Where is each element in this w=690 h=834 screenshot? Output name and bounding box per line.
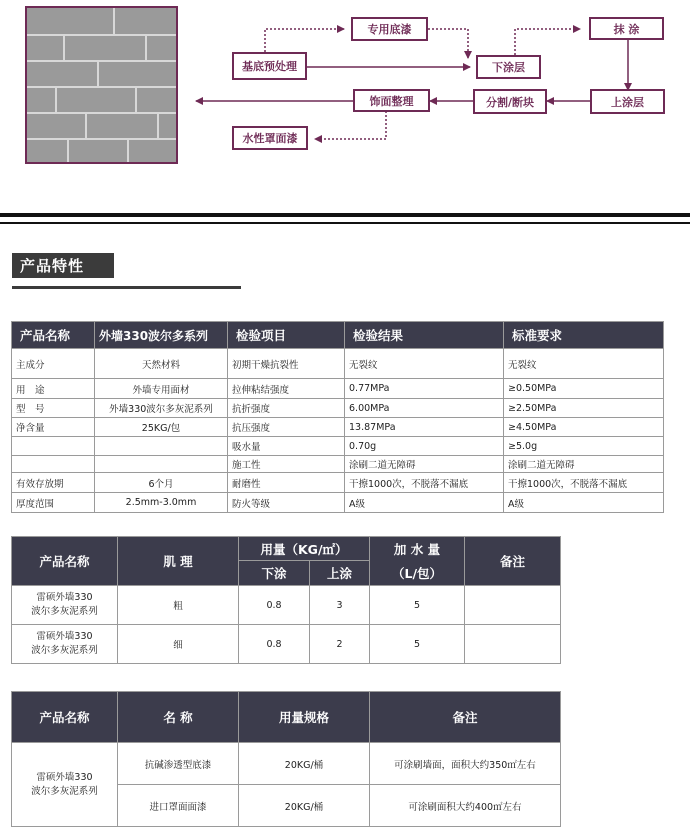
col-header: （L/包） (370, 561, 465, 586)
table-row (12, 493, 664, 513)
flow-step-primer: 专用底漆 (351, 17, 428, 41)
table-cell: 厚度范围 (12, 493, 95, 513)
product-name-cell (12, 625, 118, 664)
col-header: 备注 (465, 537, 561, 586)
table-cell: A级 (504, 493, 664, 513)
usage-table (11, 536, 561, 664)
table-row (12, 625, 561, 664)
col-header: 产品名称 (12, 322, 95, 349)
table-cell: 拉伸粘结强度 (228, 379, 345, 399)
process-flow-arrows (0, 0, 690, 200)
table-cell: 涂刷二道无障碍 (504, 456, 664, 473)
table-cell: 6个月 (95, 473, 228, 493)
table-cell: 抗压强度 (228, 418, 345, 437)
table-cell (465, 586, 561, 625)
table-cell: 用 途 (12, 379, 95, 399)
table-cell: ≥0.50MPa (504, 379, 664, 399)
col-header: 检验结果 (345, 322, 504, 349)
product-name-cell (12, 743, 118, 827)
table-cell: 3 (310, 586, 370, 625)
flow-step-upper-coat: 上涂层 (590, 89, 665, 114)
table-cell: 0.77MPa (345, 379, 504, 399)
table-cell: 13.87MPa (345, 418, 504, 437)
table-cell: 天然材料 (95, 349, 228, 379)
table-cell: 5 (370, 625, 465, 664)
table-cell: 耐磨性 (228, 473, 345, 493)
col-header: 检验项目 (228, 322, 345, 349)
table-row (12, 349, 664, 379)
flow-step-divide: 分割/断块 (473, 89, 547, 114)
table-cell: 外墙专用面材 (95, 379, 228, 399)
table-cell: 进口罩面面漆 (118, 785, 239, 827)
table-cell: 涂刷二道无障碍 (345, 456, 504, 473)
table-cell: 6.00MPa (345, 399, 504, 418)
table-cell: 粗 (118, 586, 239, 625)
section-title: 产品特性 (12, 253, 114, 278)
col-header: 名 称 (118, 692, 239, 743)
table-cell (95, 437, 228, 456)
flow-step-lower-coat: 下涂层 (476, 55, 541, 79)
table-cell: 0.8 (239, 586, 310, 625)
flow-step-trowel: 抹 涂 (589, 17, 664, 40)
table-cell: 防火等级 (228, 493, 345, 513)
table-cell: 细 (118, 625, 239, 664)
product-name-line: 波尔多灰泥系列 (31, 785, 98, 797)
col-header: 备注 (370, 692, 561, 743)
table-cell: 干擦1000次，不脱落不漏底 (504, 473, 664, 493)
table-row (12, 743, 561, 785)
table-row (12, 473, 664, 493)
product-name-line: 波尔多灰泥系列 (31, 645, 98, 656)
table-cell: 干擦1000次，不脱落不漏底 (345, 473, 504, 493)
table-cell: 主成分 (12, 349, 95, 379)
section-underline (12, 286, 241, 289)
col-header: 加 水 量 (370, 537, 465, 561)
table-cell: 20KG/桶 (239, 785, 370, 827)
table-cell: ≥5.0g (504, 437, 664, 456)
product-name-line: 雷硕外墙330 (36, 592, 93, 603)
table-cell: 无裂纹 (345, 349, 504, 379)
table-cell: 2 (310, 625, 370, 664)
table-cell: 型 号 (12, 399, 95, 418)
separator-thin (0, 222, 690, 224)
col-header: 产品名称 (12, 537, 118, 586)
table-cell (95, 456, 228, 473)
table-row (12, 399, 664, 418)
col-header: 用量（KG/㎡） (239, 537, 370, 561)
table-row (12, 437, 664, 456)
table-cell: 25KG/包 (95, 418, 228, 437)
table-cell (465, 625, 561, 664)
table-cell: 5 (370, 586, 465, 625)
accessory-table (11, 691, 561, 827)
col-header: 标准要求 (504, 322, 664, 349)
table-cell: 0.8 (239, 625, 310, 664)
table-row (12, 456, 664, 473)
product-name-cell (12, 586, 118, 625)
table-cell: 有效存放期 (12, 473, 95, 493)
table-row (12, 379, 664, 399)
col-header: 外墙330波尔多系列 (95, 322, 228, 349)
table-cell: 初期干燥抗裂性 (228, 349, 345, 379)
table-cell: 外墙330波尔多灰泥系列 (95, 399, 228, 418)
table-cell: 2.5mm-3.0mm (95, 493, 228, 513)
flow-step-finish: 饰面整理 (353, 89, 430, 112)
table-cell: 抗折强度 (228, 399, 345, 418)
table-cell: 净含量 (12, 418, 95, 437)
table-cell: 抗碱渗透型底漆 (118, 743, 239, 785)
table-cell (12, 456, 95, 473)
col-header: 上涂 (310, 561, 370, 586)
product-name-line: 波尔多灰泥系列 (31, 606, 98, 617)
col-header: 下涂 (239, 561, 310, 586)
table-cell: 无裂纹 (504, 349, 664, 379)
separator-thick (0, 213, 690, 217)
properties-table (11, 321, 664, 513)
table-cell: ≥2.50MPa (504, 399, 664, 418)
table-cell (12, 437, 95, 456)
table-cell: 0.70g (345, 437, 504, 456)
product-name-line: 雷硕外墙330 (36, 631, 93, 642)
table-row (12, 418, 664, 437)
col-header: 肌 理 (118, 537, 239, 586)
product-name-line: 雷硕外墙330 (36, 771, 93, 783)
table-cell: ≥4.50MPa (504, 418, 664, 437)
table-cell: 吸水量 (228, 437, 345, 456)
table-cell: 可涂刷墙面，面积大约350㎡左右 (370, 743, 561, 785)
table-cell: 20KG/桶 (239, 743, 370, 785)
flow-step-base-prep: 基底预处理 (232, 52, 307, 80)
col-header: 产品名称 (12, 692, 118, 743)
col-header: 用量规格 (239, 692, 370, 743)
table-cell: A级 (345, 493, 504, 513)
table-cell: 可涂刷面积大约400㎡左右 (370, 785, 561, 827)
table-cell: 施工性 (228, 456, 345, 473)
table-row (12, 586, 561, 625)
flow-step-topcoat: 水性罩面漆 (232, 126, 308, 150)
